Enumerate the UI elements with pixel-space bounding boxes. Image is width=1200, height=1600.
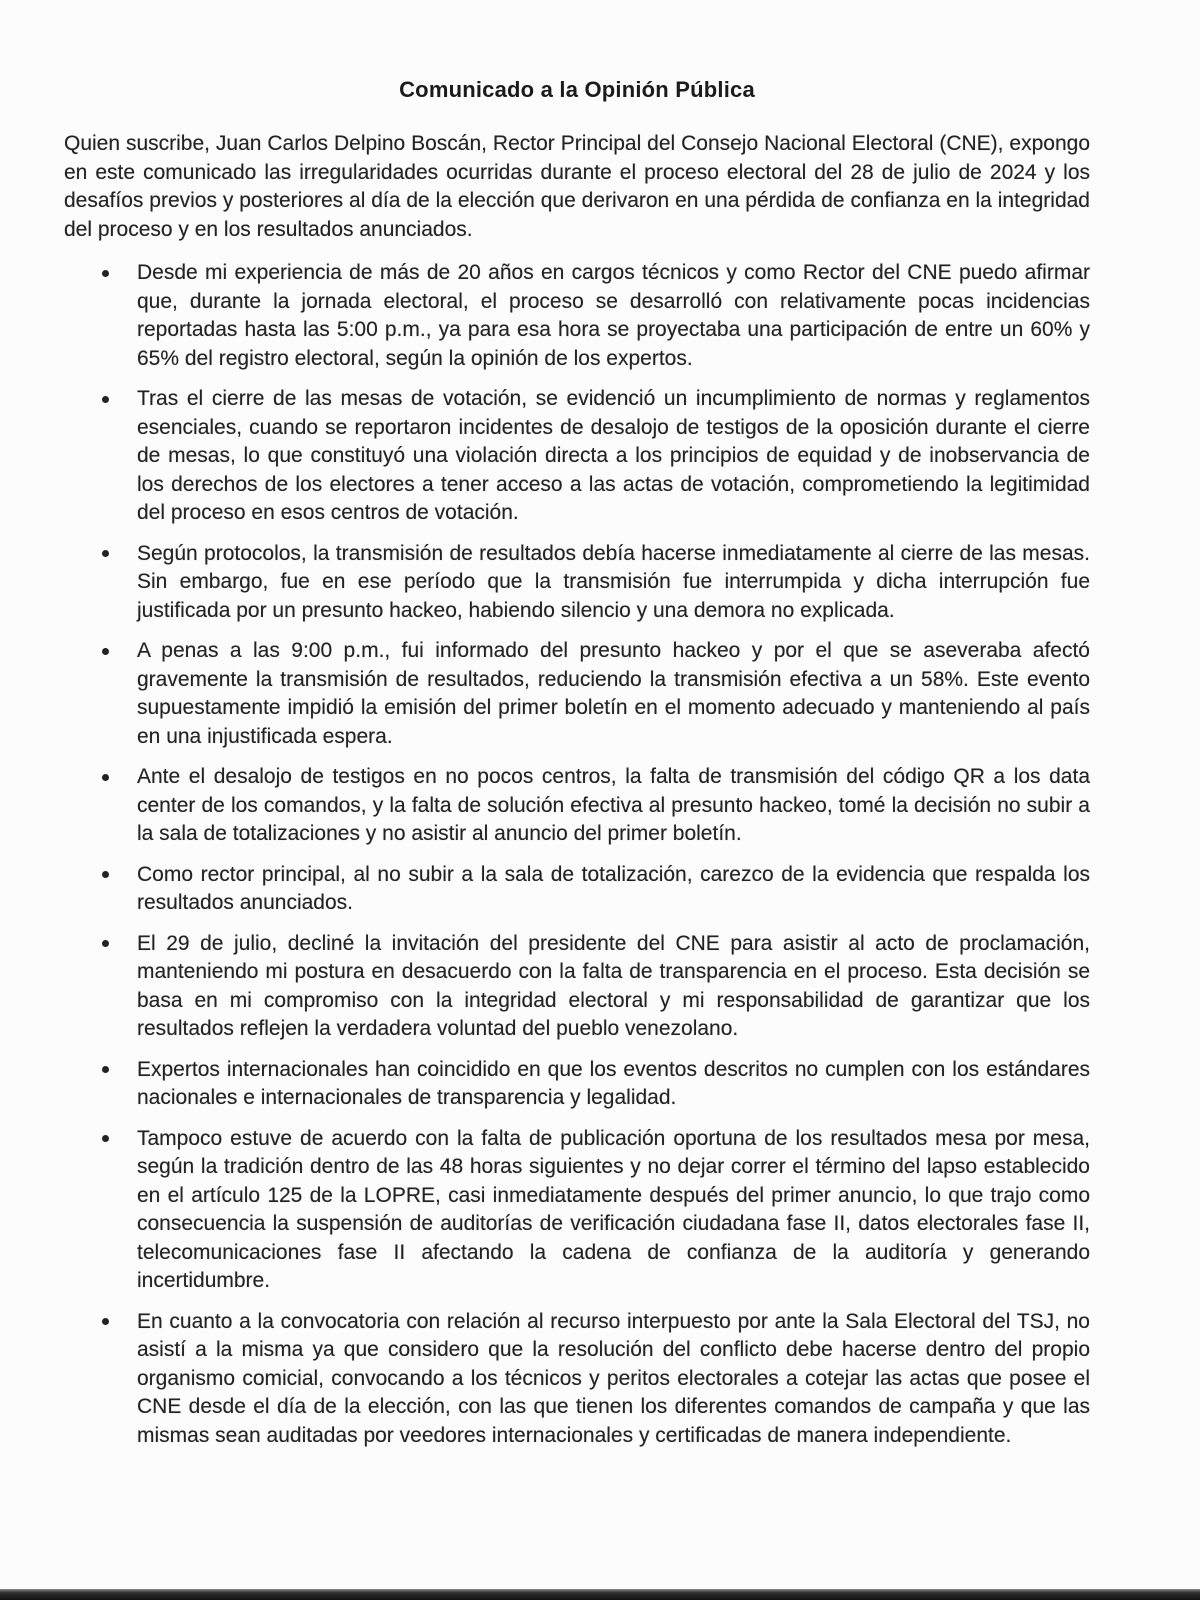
bullet-dot-icon: [102, 1066, 109, 1073]
bottom-edge-bar: [0, 1589, 1200, 1600]
bullet-dot-icon: [102, 550, 109, 557]
bullet-item: [100, 259, 1090, 373]
bullet-item: [100, 1056, 1090, 1113]
bullet-text: A penas a las 9:00 p.m., fui informado del presunto hackeo y por el que se aseveraba afectó gravemente la transmisión de resultados, reduciendo la transmisión efectiva a un 58%. Este evento supuestamente impidió la emisión del primer boletín en el momento adecuado y manteniendo al país en una injustificada espera.: [137, 639, 1090, 748]
bullet-text: Expertos internacionales han coincidido en que los eventos descritos no cumplen con los estándares nacionales e internacionales de transparencia y legalidad.: [137, 1057, 1090, 1109]
bullet-item: [100, 540, 1090, 626]
bullet-dot-icon: [102, 270, 109, 277]
bullet-text: El 29 de julio, decliné la invitación del presidente del CNE para asistir al acto de proclamación, manteniendo mi postura en desacuerdo con la falta de transparencia en el proceso. Esta decisión se basa en mi compromiso con la integridad electoral y mi responsabilidad de garantizar que los resultados reflejen la verdadera voluntad del pueblo venezolano.: [137, 931, 1090, 1040]
bullet-text: Tampoco estuve de acuerdo con la falta de publicación oportuna de los resultados mesa por mesa, según la tradición dentro de las 48 horas siguientes y no dejar correr el término del lapso establecido en el artículo 125 de la LOPRE, casi inmediatamente después del primer anuncio, lo que trajo como consecuencia la suspensión de auditorías de verificación ciudadana fase II, datos electorales fase II, telecomunicaciones fase II afectando la cadena de confianza de la auditoría y generando incertidumbre.: [137, 1126, 1090, 1292]
bullet-dot-icon: [102, 396, 109, 403]
bullet-text: Como rector principal, al no subir a la sala de totalización, carezco de la evidencia que respalda los resultados anunciados.: [137, 862, 1090, 914]
bullet-text: Ante el desalojo de testigos en no pocos centros, la falta de transmisión del código QR a los data center de los comandos, y la falta de solución efectiva al presunto hackeo, tomé la decisión no subir a la sala de totalizaciones y no asistir al anuncio del primer boletín.: [137, 765, 1090, 845]
bullet-item: [100, 637, 1090, 751]
bullet-list: [64, 259, 1090, 1450]
bullet-text: Desde mi experiencia de más de 20 años en cargos técnicos y como Rector del CNE puedo afirmar que, durante la jornada electoral, el proceso se desarrolló con relativamente pocas incidencias reportadas hasta las 5:00 p.m., ya para esa hora se proyectaba una participación de entre un 60% y 65% del registro electoral, según la opinión de los expertos.: [137, 261, 1090, 370]
bullet-text: En cuanto a la convocatoria con relación al recurso interpuesto por ante la Sala Electoral del TSJ, no asistí a la misma ya que considero que la resolución del conflicto debe hacerse dentro del propio organismo comicial, convocando a los técnicos y peritos electorales a cotejar las actas que posee el CNE desde el día de la elección, con las que tienen los diferentes comandos de campaña y que las mismas sean auditadas por veedores internacionales y certificadas de manera independiente.: [137, 1309, 1090, 1447]
intro-paragraph: Quien suscribe, Juan Carlos Delpino Boscán, Rector Principal del Consejo Nacional Electoral (CNE), expongo en este comunicado las irregularidades ocurridas durante el proceso electoral del 28 de julio de 2024 y los desafíos previos y posteriores al día de la elección que derivaron en una pérdida de confianza en la integridad del proceso y en los resultados anunciados.: [64, 132, 1090, 241]
bullet-dot-icon: [102, 774, 109, 781]
bullet-item: [100, 1125, 1090, 1296]
bullet-dot-icon: [102, 940, 109, 947]
bullet-text: Tras el cierre de las mesas de votación, se evidenció un incumplimiento de normas y reglamentos esenciales, cuando se reportaron incidentes de desalojo de testigos de la oposición durante el cierre de mesas, lo que constituyó una violación directa a los principios de equidad y de inobservancia de los derechos de los electores a tener acceso a las actas de votación, comprometiendo la legitimidad del proceso en esos centros de votación.: [137, 387, 1090, 524]
bullet-text: Según protocolos, la transmisión de resultados debía hacerse inmediatamente al cierre de las mesas. Sin embargo, fue en ese período que la transmisión fue interrumpida y dicha interrupción fue justificada por un presunto hackeo, habiendo silencio y una demora no explicada.: [137, 541, 1090, 622]
bullet-item: [100, 763, 1090, 849]
bullet-dot-icon: [102, 648, 109, 655]
bullet-item: [100, 385, 1090, 528]
bullet-item: [100, 1308, 1090, 1451]
bullet-item: [100, 930, 1090, 1044]
bullet-dot-icon: [102, 871, 109, 878]
bullet-dot-icon: [102, 1135, 109, 1142]
bullet-item: [100, 861, 1090, 918]
page-title: Comunicado a la Opinión Pública: [399, 77, 755, 102]
bullet-dot-icon: [102, 1318, 109, 1325]
